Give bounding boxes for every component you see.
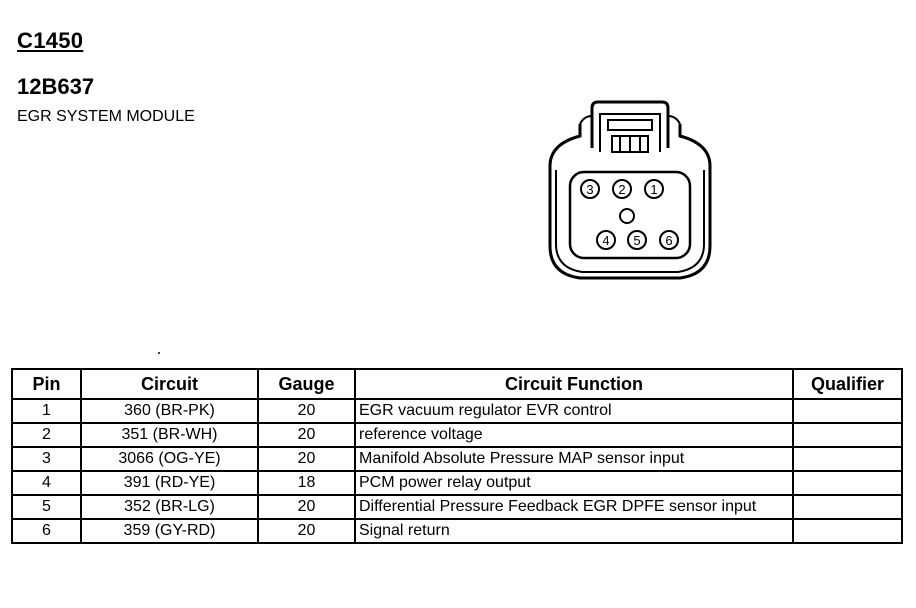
- table-row: [12, 447, 902, 471]
- cell-qualifier: [793, 423, 902, 447]
- pinout-table: [11, 368, 903, 544]
- table-header-row: [12, 369, 902, 399]
- column-header-qualifier: Qualifier: [793, 369, 902, 399]
- cell-circuit: 352 (BR-LG): [81, 495, 258, 519]
- cell-pin: 2: [12, 423, 81, 447]
- cell-function: EGR vacuum regulator EVR control: [355, 399, 793, 423]
- cell-function: PCM power relay output: [355, 471, 793, 495]
- cell-function: Manifold Absolute Pressure MAP sensor input: [355, 447, 793, 471]
- svg-text:6: 6: [665, 233, 673, 248]
- cell-pin: 4: [12, 471, 81, 495]
- cell-circuit: 359 (GY-RD): [81, 519, 258, 543]
- stray-mark: [158, 352, 160, 354]
- cell-gauge: 20: [258, 519, 355, 543]
- cell-qualifier: [793, 399, 902, 423]
- svg-text:2: 2: [618, 182, 626, 197]
- cell-function: reference voltage: [355, 423, 793, 447]
- pin-1: [645, 180, 663, 198]
- column-header-pin: Pin: [12, 369, 81, 399]
- connector-face-diagram: [540, 96, 720, 286]
- module-name: EGR SYSTEM MODULE: [17, 108, 195, 125]
- pin-6: [660, 231, 678, 249]
- cell-gauge: 20: [258, 399, 355, 423]
- column-header-gauge: Gauge: [258, 369, 355, 399]
- cell-pin: 5: [12, 495, 81, 519]
- cell-qualifier: [793, 471, 902, 495]
- table-row: [12, 423, 902, 447]
- cell-circuit: 360 (BR-PK): [81, 399, 258, 423]
- connector-id: C1450: [17, 28, 84, 53]
- column-header-circuit: Circuit: [81, 369, 258, 399]
- svg-text:4: 4: [602, 233, 610, 248]
- cell-function: Differential Pressure Feedback EGR DPFE sensor input: [355, 495, 793, 519]
- cell-qualifier: [793, 519, 902, 543]
- pin-5: [628, 231, 646, 249]
- cell-pin: 1: [12, 399, 81, 423]
- table-row: [12, 471, 902, 495]
- cell-function: Signal return: [355, 519, 793, 543]
- table-row: [12, 399, 902, 423]
- cell-qualifier: [793, 495, 902, 519]
- part-number: 12B637: [17, 74, 95, 99]
- cell-pin: 6: [12, 519, 81, 543]
- svg-text:1: 1: [650, 182, 658, 197]
- cell-circuit: 391 (RD-YE): [81, 471, 258, 495]
- cell-circuit: 351 (BR-WH): [81, 423, 258, 447]
- pin-2: [613, 180, 631, 198]
- key-hole: [620, 209, 634, 223]
- cell-gauge: 20: [258, 423, 355, 447]
- pin-4: [597, 231, 615, 249]
- table-row: [12, 495, 902, 519]
- svg-text:3: 3: [586, 182, 594, 197]
- cell-gauge: 18: [258, 471, 355, 495]
- column-header-circuit-function: Circuit Function: [355, 369, 793, 399]
- cell-qualifier: [793, 447, 902, 471]
- cell-pin: 3: [12, 447, 81, 471]
- cell-gauge: 20: [258, 447, 355, 471]
- cell-gauge: 20: [258, 495, 355, 519]
- table-row: [12, 519, 902, 543]
- cell-circuit: 3066 (OG-YE): [81, 447, 258, 471]
- svg-text:5: 5: [633, 233, 641, 248]
- pin-3: [581, 180, 599, 198]
